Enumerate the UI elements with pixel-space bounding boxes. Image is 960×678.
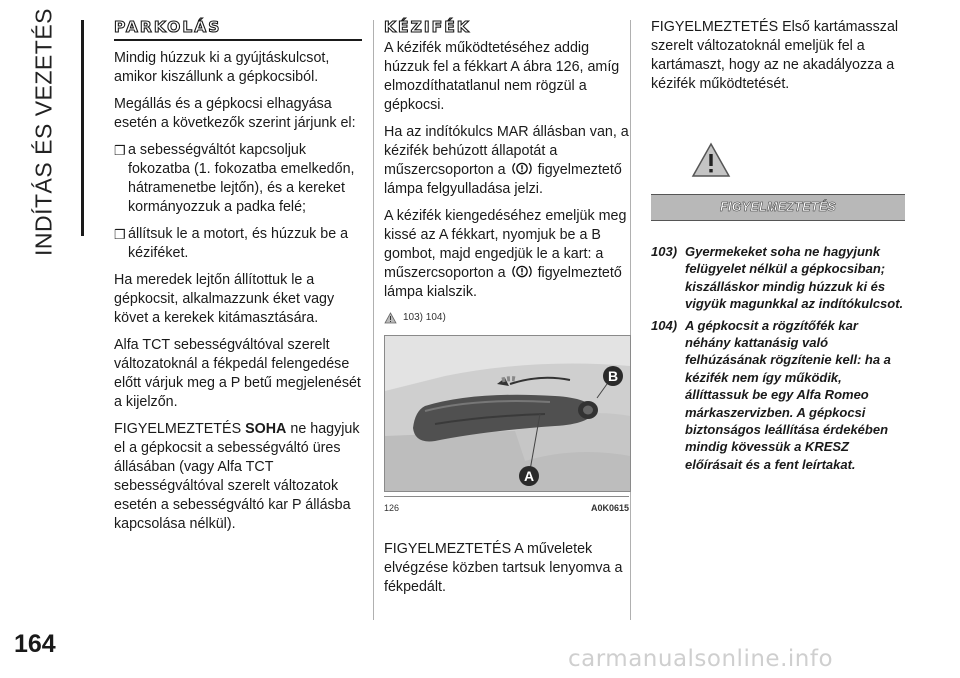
warning-references: [384, 308, 629, 327]
chapter-title: [14, 8, 74, 256]
figure-code: A0K0615: [590, 503, 629, 513]
warning-number: 103): [651, 244, 678, 259]
bullet-mark: ❒: [114, 143, 126, 158]
column-divider: [630, 20, 631, 620]
paragraph: Ha meredek lejtőn állítottuk le a gépkocsit, alkalmazzunk éket vagy követ a kerekek kitámasztására.: [114, 272, 335, 326]
emphasis: SOHA: [245, 421, 287, 437]
watermark: carmanualsonline.info: [568, 646, 834, 672]
heading-rule: [114, 39, 362, 41]
warning-number: 104): [651, 317, 678, 333]
reference-numbers: 103) 104): [403, 312, 446, 323]
warning-text: A gépkocsit a rögzítőfék kar néhány kattanásig való felhúzásának rögzítenie kell: ha a kézifék nem így működik, állíttassuk be egy Alfa Romeo márkaszervizben. A gépkocsi biztonságos leállítása érdekében mindig kövessük a KRESZ előírásait és a fent leírtakat.: [685, 317, 891, 472]
paragraph-text: Ha az indítókulcs MAR állásban van, a kézifék behúzott állapotát a műszercsoporton a: [384, 124, 629, 178]
column-warnings: [651, 18, 905, 477]
warning-triangle-icon: [384, 312, 397, 324]
section-heading-handbrake: KÉZIFÉK: [384, 18, 471, 36]
page-number: 164: [14, 630, 56, 658]
paragraph: A kézifék működtetéséhez addig húzzuk fel a fékkart A ábra 126, amíg elmozdíthatatlanul nem rögzül a gépkocsi.: [384, 40, 620, 113]
brake-warning-light-icon: [510, 264, 534, 279]
paragraph: [384, 207, 629, 302]
column-divider: [373, 20, 374, 620]
chapter-title-text: INDÍTÁS ÉS VEZETÉS: [30, 8, 57, 256]
warning-list: [651, 243, 905, 473]
handbrake-illustration: [385, 336, 630, 491]
label-b: B: [607, 368, 619, 384]
warning-paragraph: [114, 420, 362, 534]
paragraph-text: figyelmeztető lámpa felgyulladása jelzi.: [384, 162, 622, 197]
list-item: [114, 225, 362, 263]
warning-prefix: FIGYELMEZTETÉS: [114, 421, 246, 437]
paragraph: FIGYELMEZTETÉS Első kartámasszal szerelt változatoknál emeljük fel a kartámaszt, hogy az ne akadályozza a kézifék működtetését.: [651, 19, 899, 92]
list-item-text: állítsuk le a motort, és húzzuk be a kéziféket.: [128, 226, 349, 261]
chapter-rule: [81, 20, 84, 236]
section-heading-parking: PARKOLÁS: [114, 18, 222, 36]
paragraph: FIGYELMEZTETÉS A műveletek elvégzése közben tartsuk lenyomva a fékpedált.: [384, 541, 623, 595]
warning-item: [651, 317, 905, 474]
paragraph: [384, 123, 629, 199]
figure-caption: [384, 496, 629, 518]
paragraph-text: figyelmeztető lámpa kialszik.: [384, 265, 622, 300]
warning-text: ne hagyjuk el a gépkocsit a sebességváltó üres állásában (vagy Alfa TCT sebességváltóval szerelt változatok esetén a sebességváltó kar P állásba kapcsolása nélkül).: [114, 421, 360, 532]
list-item-text: a sebességváltót kapcsoljuk fokozatba (1. fokozatba emelkedőn, hátramenetbe lejtőn), és a kereket kormányozzuk a padka felé;: [128, 142, 355, 215]
list-item: [114, 141, 362, 217]
column-handbrake: [384, 18, 629, 605]
warning-title: FIGYELMEZTETÉS: [651, 194, 905, 221]
column-parking: [114, 18, 362, 542]
paragraph: Mindig húzzuk ki a gyújtáskulcsot, amikor kiszállunk a gépkocsiból.: [114, 50, 330, 85]
warning-text: Gyermekeket soha ne hagyjunk felügyelet nélkül a gépkocsiban; kiszálláskor mindig húzzuk ki és vigyük magunkkal az indítókulcsot.: [685, 244, 904, 312]
warning-item: [651, 243, 905, 313]
bullet-mark: ❒: [114, 227, 126, 242]
paragraph: Megállás és a gépkocsi elhagyása esetén a következők szerint járjunk el:: [114, 96, 356, 131]
figure-number: 126: [384, 503, 400, 513]
handbrake-figure: [384, 335, 631, 492]
paragraph-text: A kézifék kiengedéséhez emeljük meg kissé az A fékkart, nyomjuk be a B gombot, majd engedjük le a kart: a műszercsoporton a: [384, 208, 627, 281]
brake-warning-light-icon: [510, 161, 534, 176]
paragraph: Alfa TCT sebességváltóval szerelt változatoknál a fékpedál felengedése előtt várjuk meg a P betű megjelenését a kijelzőn.: [114, 337, 361, 410]
warning-triangle-icon: [691, 142, 731, 178]
label-a: A: [523, 468, 535, 484]
